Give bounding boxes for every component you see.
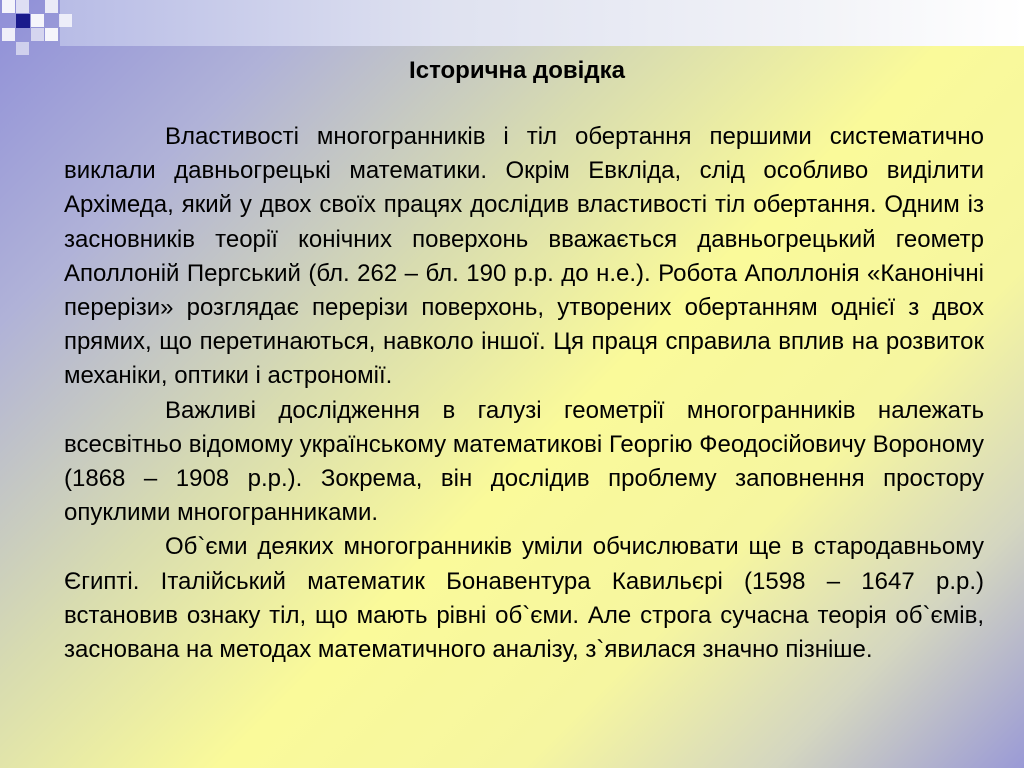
slide-title: Історична довідка [409,57,625,84]
slide-body [64,120,984,667]
paragraph-3: Об`єми деяких многогранників уміли обчислювати ще в стародавньому Єгипті. Італійський математик Бонавентура Кавильєрі (1598 – 1647 р.р.) встановив ознаку тіл, що мають рівні об`єми. Але строга сучасна теорія об`ємів, заснована на методах математичного аналізу, з`явилася значно пізніше. [64,533,984,664]
paragraph-1: Властивості многогранників і тіл обертання першими систематично виклали давньогрецькі математики. Окрім Евкліда, слід особливо виділити Архімеда, який у двох своїх працях дослідив властивості тіл обертання. Одним із засновників теорії конічних поверхонь вважається давньогрецький геометр Аполлоній Пергський (бл. 262 – бл. 190 р.р. до н.е.). Робота Аполлонія «Канонічні перерізи» розглядає перерізи поверхонь, утворених обертанням однієї з двох прямих, що перетинаються, навколо іншої. Ця праця справила вплив на розвиток механіки, оптики і астрономії. [64,123,984,390]
corner-squares-decoration [0,0,100,60]
header-band [60,0,1024,46]
paragraph-2: Важливі дослідження в галузі геометрії многогранників належать всесвітньо відомому українському математикові Георгію Феодосійовичу Вороному (1868 – 1908 р.р.). Зокрема, він дослідив проблему заповнення простору опуклими многогранниками. [64,396,984,527]
